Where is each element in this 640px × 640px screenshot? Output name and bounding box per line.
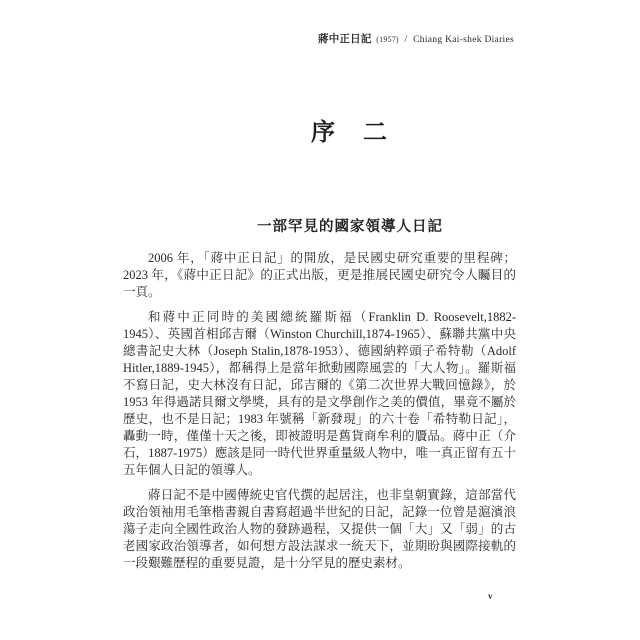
running-header-title-en: Chiang Kai-shek Diaries xyxy=(413,35,514,45)
paragraph-2: 和蔣中正同時的美國總統羅斯福（Franklin D. Roosevelt,1882-1945）、英國首相邱吉爾（Winston Churchill,1874-1965）、蘇聯共黨中央總書記史大林（Joseph Stalin,1878-1953）、德國納粹頭子希特勒（Adolf Hitler,1889-1945），都稱得上是當年掀動國際風雲的「大人物」。羅斯福不寫日記，史大林沒有日記，邱吉爾的《第二次世界大戰回憶錄》，於 1953 年得過諾貝爾文學獎，具有的是文學創作之美的價值，畢竟不屬於歷史，也不是日記；1983 年號稱「新發現」的六十卷「希特勒日記」，轟動一時，僅僅十天之後，即被證明是舊貨商牟利的贗品。蔣中正（介石，1887-1975）應該是同一時代世界重量級人物中，唯一真正留有五十五年個人日記的領導人。 xyxy=(123,310,516,477)
chapter-title: 序 二 xyxy=(311,120,389,146)
running-header-title-zh: 蔣中正日記 xyxy=(318,34,372,45)
running-header-separator: / xyxy=(404,34,408,45)
paragraph-1: 2006 年，「蔣中正日記」的開放，是民國史研究重要的里程碑；2023 年，《蔣中正日記》的正式出版，更是推展民國史研究令人矚目的一頁。 xyxy=(123,251,516,299)
body-text xyxy=(123,250,516,580)
running-header-year: (1957) xyxy=(376,35,399,44)
section-heading: 一部罕見的國家領導人日記 xyxy=(257,219,443,235)
page-number: v xyxy=(488,591,493,601)
running-header xyxy=(0,31,514,46)
paragraph-3: 蔣日記不是中國傳統史官代撰的起居注，也非皇朝實錄，這部當代政治領袖用毛筆楷書親自書寫超過半世紀的日記，記錄一位曾是滬濱浪蕩子走向全國性政治人物的發跡過程，又提供一個「大」又「弱」的古老國家政治領導者，如何想方設法謀求一統天下，並期盼與國際接軌的一段艱難歷程的重要見證，是十分罕見的歷史素材。 xyxy=(123,488,516,570)
